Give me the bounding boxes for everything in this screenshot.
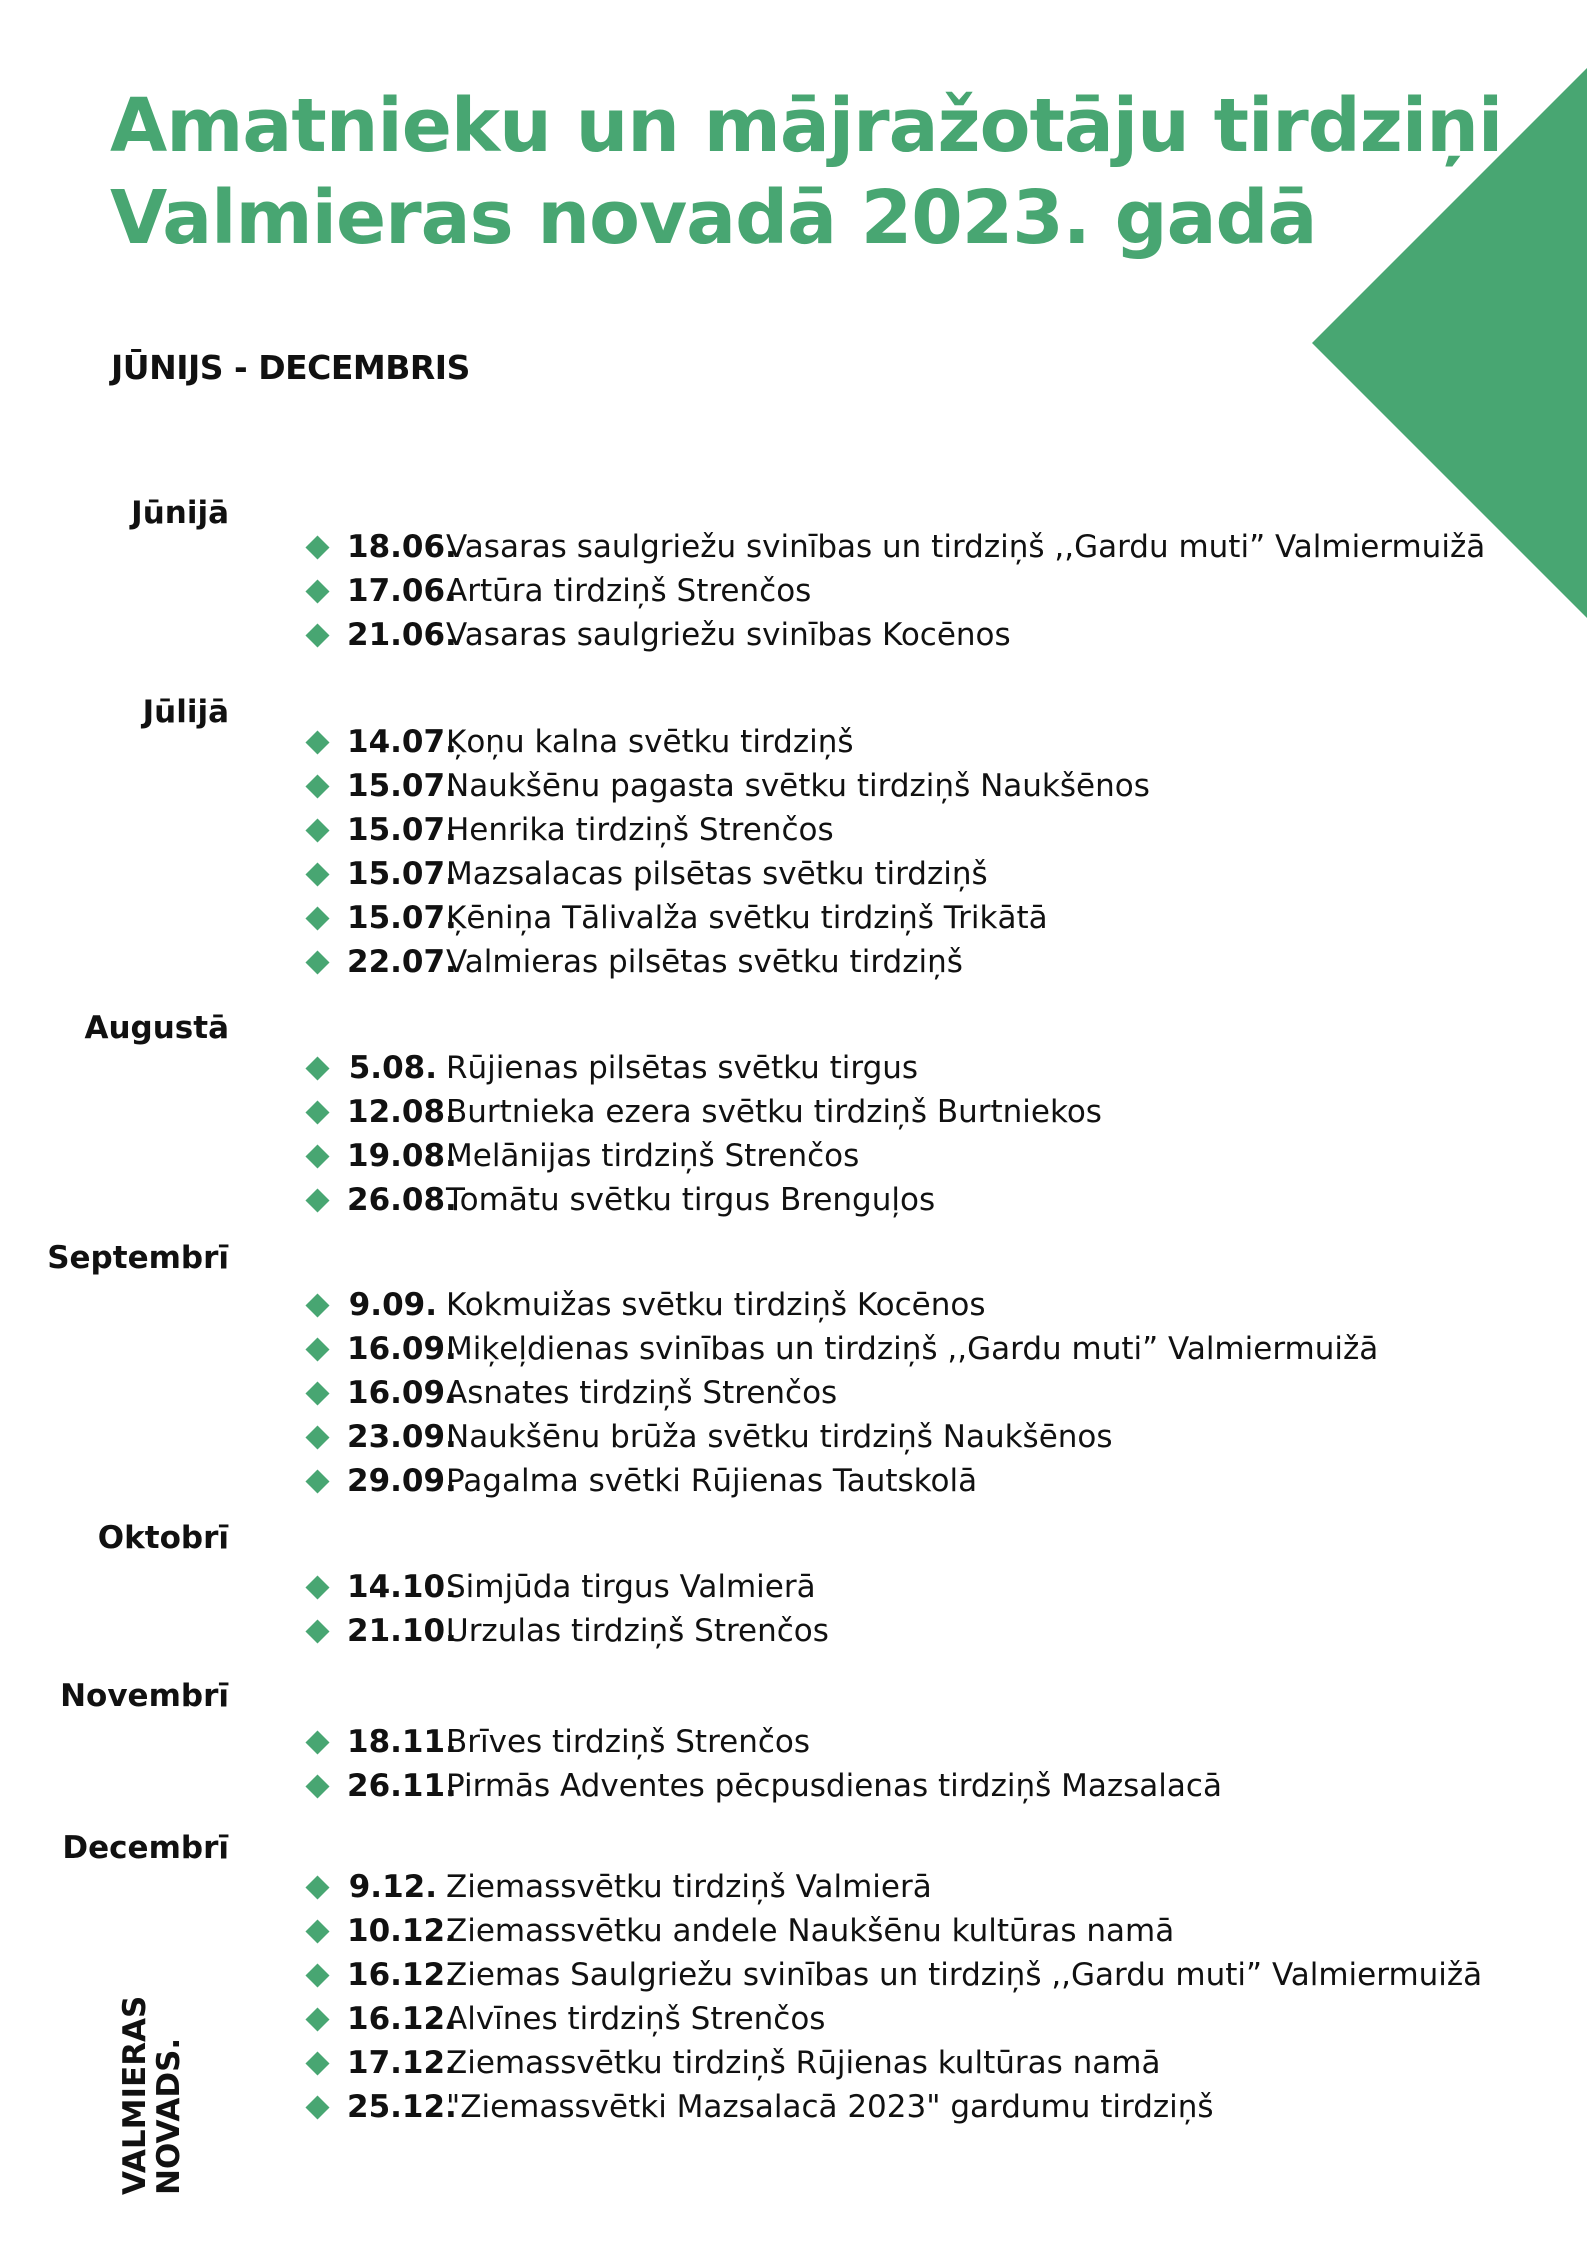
event-description: Ķēniņa Tālivalža svētku tirdziņš Trikātā bbox=[446, 900, 1048, 936]
event-date: 18.06. bbox=[347, 529, 457, 565]
event-item bbox=[305, 1283, 1378, 1327]
event-description: Naukšēnu brūža svētku tirdziņš Naukšēnos bbox=[446, 1419, 1113, 1455]
event-item bbox=[305, 1565, 829, 1609]
event-item bbox=[305, 896, 1150, 940]
event-item bbox=[305, 1997, 1482, 2041]
diamond-bullet-icon bbox=[305, 1469, 329, 1493]
event-list bbox=[305, 1565, 829, 1653]
diamond-bullet-icon bbox=[305, 2051, 329, 2075]
month-label: Decembrī bbox=[62, 1830, 229, 1866]
event-date: 16.12. bbox=[347, 1957, 457, 1993]
month-label: Septembrī bbox=[47, 1240, 229, 1276]
event-date: 25.12. bbox=[347, 2089, 457, 2125]
event-description: Valmieras pilsētas svētku tirdziņš bbox=[446, 944, 963, 980]
month-label: Jūlijā bbox=[142, 694, 229, 730]
event-description: Asnates tirdziņš Strenčos bbox=[446, 1375, 838, 1411]
event-list bbox=[305, 1046, 1102, 1222]
event-description: "Ziemassvētki Mazsalacā 2023" gardumu tirdziņš bbox=[446, 2089, 1214, 2125]
diamond-bullet-icon bbox=[305, 1875, 329, 1899]
event-item bbox=[305, 808, 1150, 852]
event-item bbox=[305, 1865, 1482, 1909]
event-item bbox=[305, 1764, 1222, 1808]
event-description: Pirmās Adventes pēcpusdienas tirdziņš Mazsalacā bbox=[446, 1768, 1222, 1804]
event-list bbox=[305, 720, 1150, 984]
event-description: Pagalma svētki Rūjienas Tautskolā bbox=[446, 1463, 978, 1499]
event-description: Henrika tirdziņš Strenčos bbox=[446, 812, 834, 848]
diamond-bullet-icon bbox=[305, 1963, 329, 1987]
event-item bbox=[305, 764, 1150, 808]
event-description: Ziemassvētku tirdziņš Rūjienas kultūras namā bbox=[446, 2045, 1161, 2081]
event-description: Simjūda tirgus Valmierā bbox=[446, 1569, 816, 1605]
event-item bbox=[305, 1371, 1378, 1415]
title-line-1: Amatnieku un mājražotāju tirdziņi bbox=[110, 83, 1503, 169]
event-description: Kokmuižas svētku tirdziņš Kocēnos bbox=[446, 1287, 986, 1323]
event-date: 9.12. bbox=[348, 1869, 437, 1905]
event-list bbox=[305, 1720, 1222, 1808]
diamond-bullet-icon bbox=[305, 579, 329, 603]
event-date: 15.07. bbox=[347, 812, 457, 848]
event-date: 26.11. bbox=[347, 1768, 457, 1804]
event-date: 17.06. bbox=[347, 573, 457, 609]
event-item bbox=[305, 1720, 1222, 1764]
diamond-bullet-icon bbox=[305, 1919, 329, 1943]
diamond-bullet-icon bbox=[305, 1144, 329, 1168]
event-date: 21.10. bbox=[347, 1613, 457, 1649]
diamond-bullet-icon bbox=[305, 1056, 329, 1080]
event-description: Vasaras saulgriežu svinības Kocēnos bbox=[446, 617, 1011, 653]
event-list bbox=[305, 1865, 1482, 2129]
diamond-bullet-icon bbox=[305, 1774, 329, 1798]
event-item bbox=[305, 940, 1150, 984]
diamond-bullet-icon bbox=[305, 862, 329, 886]
event-description: Miķeļdienas svinības un tirdziņš ,,Gardu muti” Valmiermuižā bbox=[446, 1331, 1379, 1367]
event-item bbox=[305, 525, 1485, 569]
event-item bbox=[305, 852, 1150, 896]
event-item bbox=[305, 569, 1485, 613]
event-date: 10.12. bbox=[347, 1913, 457, 1949]
diamond-bullet-icon bbox=[305, 950, 329, 974]
event-item bbox=[305, 1134, 1102, 1178]
title-line-2: Valmieras novadā 2023. gadā bbox=[110, 175, 1317, 261]
diamond-bullet-icon bbox=[305, 1575, 329, 1599]
event-date: 22.07. bbox=[347, 944, 457, 980]
diamond-bullet-icon bbox=[305, 1619, 329, 1643]
event-item bbox=[305, 613, 1485, 657]
event-date: 17.12. bbox=[347, 2045, 457, 2081]
diamond-bullet-icon bbox=[305, 1337, 329, 1361]
diamond-bullet-icon bbox=[305, 1425, 329, 1449]
event-description: Vasaras saulgriežu svinības un tirdziņš ,,Gardu muti” Valmiermuižā bbox=[446, 529, 1486, 565]
event-item bbox=[305, 1090, 1102, 1134]
event-date: 23.09. bbox=[347, 1419, 457, 1455]
month-label: Novembrī bbox=[60, 1678, 229, 1714]
diamond-bullet-icon bbox=[305, 2095, 329, 2119]
month-label: Augustā bbox=[84, 1010, 229, 1046]
event-date: 14.07. bbox=[347, 724, 457, 760]
event-list bbox=[305, 525, 1485, 657]
event-date: 5.08. bbox=[348, 1050, 437, 1086]
diamond-bullet-icon bbox=[305, 2007, 329, 2031]
diamond-bullet-icon bbox=[305, 1730, 329, 1754]
valmieras-novads-logo bbox=[118, 1975, 198, 2195]
event-description: Melānijas tirdziņš Strenčos bbox=[446, 1138, 860, 1174]
event-date: 26.08. bbox=[347, 1182, 457, 1218]
event-description: Alvīnes tirdziņš Strenčos bbox=[446, 2001, 826, 2037]
event-item bbox=[305, 2041, 1482, 2085]
event-date: 15.07. bbox=[347, 768, 457, 804]
event-date: 29.09. bbox=[347, 1463, 457, 1499]
event-description: Rūjienas pilsētas svētku tirgus bbox=[446, 1050, 919, 1086]
diamond-bullet-icon bbox=[305, 730, 329, 754]
event-description: Mazsalacas pilsētas svētku tirdziņš bbox=[446, 856, 988, 892]
diamond-bullet-icon bbox=[305, 1100, 329, 1124]
logo-line-1: VALMIERAS bbox=[117, 1995, 153, 2195]
event-description: Tomātu svētku tirgus Brenguļos bbox=[446, 1182, 936, 1218]
diamond-bullet-icon bbox=[305, 623, 329, 647]
event-date: 18.11. bbox=[347, 1724, 457, 1760]
event-item bbox=[305, 1415, 1378, 1459]
event-date: 14.10. bbox=[347, 1569, 457, 1605]
event-item bbox=[305, 720, 1150, 764]
diamond-bullet-icon bbox=[305, 1293, 329, 1317]
event-item bbox=[305, 1953, 1482, 1997]
page-title bbox=[110, 80, 1502, 264]
event-date: 9.09. bbox=[348, 1287, 437, 1323]
month-label: Jūnijā bbox=[131, 495, 229, 531]
event-description: Ziemas Saulgriežu svinības un tirdziņš ,,Gardu muti” Valmiermuižā bbox=[446, 1957, 1483, 1993]
event-description: Artūra tirdziņš Strenčos bbox=[446, 573, 812, 609]
event-description: Ķoņu kalna svētku tirdziņš bbox=[446, 724, 854, 760]
event-date: 12.08. bbox=[347, 1094, 457, 1130]
event-item bbox=[305, 1609, 829, 1653]
event-item bbox=[305, 1459, 1378, 1503]
event-description: Brīves tirdziņš Strenčos bbox=[446, 1724, 811, 1760]
event-date: 15.07. bbox=[347, 900, 457, 936]
event-date: 21.06. bbox=[347, 617, 457, 653]
event-item bbox=[305, 1327, 1378, 1371]
diamond-bullet-icon bbox=[305, 818, 329, 842]
event-item bbox=[305, 1178, 1102, 1222]
event-date: 15.07. bbox=[347, 856, 457, 892]
event-description: Ziemassvētku andele Naukšēnu kultūras namā bbox=[446, 1913, 1175, 1949]
event-item bbox=[305, 2085, 1482, 2129]
diamond-bullet-icon bbox=[305, 1188, 329, 1212]
diamond-bullet-icon bbox=[305, 535, 329, 559]
diamond-bullet-icon bbox=[305, 1381, 329, 1405]
event-description: Burtnieka ezera svētku tirdziņš Burtniekos bbox=[446, 1094, 1102, 1130]
event-description: Naukšēnu pagasta svētku tirdziņš Naukšēnos bbox=[446, 768, 1150, 804]
month-label: Oktobrī bbox=[97, 1520, 229, 1556]
event-item bbox=[305, 1046, 1102, 1090]
event-list bbox=[305, 1283, 1378, 1503]
logo-line-2: NOVADS. bbox=[151, 2037, 187, 2195]
event-date: 16.09. bbox=[347, 1375, 457, 1411]
diamond-bullet-icon bbox=[305, 906, 329, 930]
event-date: 16.09. bbox=[347, 1331, 457, 1367]
diamond-bullet-icon bbox=[305, 774, 329, 798]
event-date: 16.12. bbox=[347, 2001, 457, 2037]
event-description: Ziemassvētku tirdziņš Valmierā bbox=[446, 1869, 932, 1905]
event-date: 19.08. bbox=[347, 1138, 457, 1174]
event-description: Urzulas tirdziņš Strenčos bbox=[446, 1613, 829, 1649]
event-item bbox=[305, 1909, 1482, 1953]
period-subtitle: JŪNIJS - DECEMBRIS bbox=[111, 348, 470, 387]
